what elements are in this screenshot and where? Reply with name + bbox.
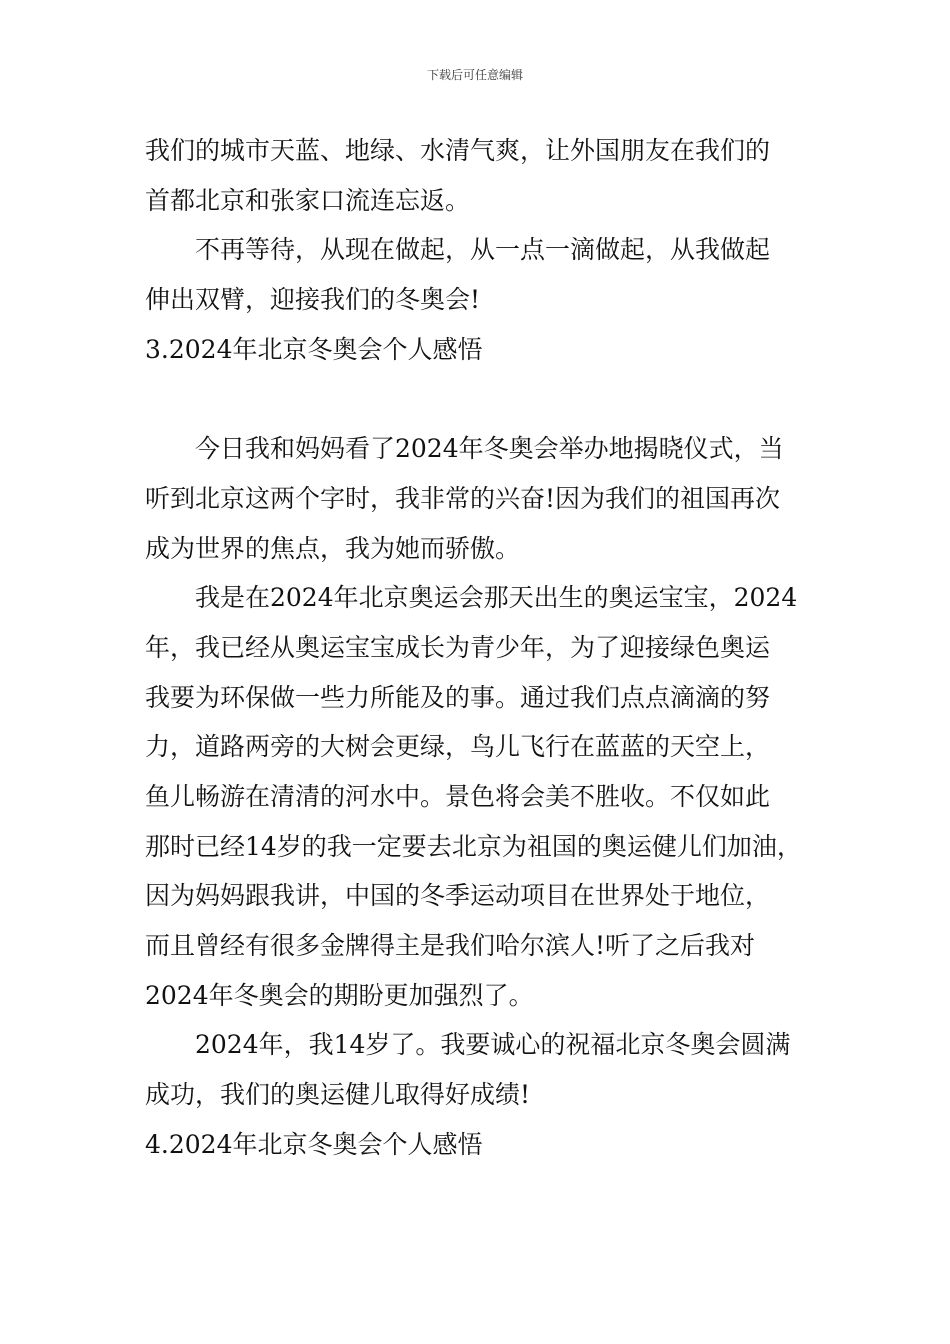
text-line: 首都北京和张家口流连忘返。 (145, 185, 471, 215)
text-line: 年，我已经从奥运宝宝成长为青少年，为了迎接绿色奥运 (145, 632, 771, 662)
paragraph-start-line: 不再等待，从现在做起，从一点一滴做起，从我做起 (195, 235, 771, 265)
text-line: 因为妈妈跟我讲，中国的冬季运动项目在世界处于地位， (145, 881, 771, 911)
paragraph-start-line: 2024年，我14岁了。我要诚心的祝福北京冬奥会圆满 (195, 1030, 791, 1060)
section-heading-3: 3.2024年北京冬奥会个人感悟 (145, 334, 483, 364)
blank-gap (145, 374, 815, 424)
text-line: 力，道路两旁的大树会更绿，鸟儿飞行在蓝蓝的天空上， (145, 732, 771, 762)
text-line: 听到北京这两个字时，我非常的兴奋!因为我们的祖国再次 (145, 483, 781, 513)
text-line: 我们的城市天蓝、地绿、水清气爽，让外国朋友在我们的 (145, 136, 771, 165)
text-line: 成功，我们的奥运健儿取得好成绩! (145, 1080, 531, 1110)
document-body (145, 126, 815, 1169)
page-header-note: 下载后可任意编辑 (426, 68, 523, 82)
text-line: 成为世界的焦点，我为她而骄傲。 (145, 533, 521, 563)
text-line: 我要为环保做一些力所能及的事。通过我们点点滴滴的努 (145, 682, 771, 712)
text-line: 伸出双臂，迎接我们的冬奥会! (145, 285, 481, 315)
paragraph-start-line: 今日我和妈妈看了2024年冬奥会举办地揭晓仪式，当 (195, 434, 784, 464)
section-heading-4: 4.2024年北京冬奥会个人感悟 (145, 1129, 483, 1159)
text-line: 2024年冬奥会的期盼更加强烈了。 (145, 980, 534, 1010)
text-line: 那时已经14岁的我一定要去北京为祖国的奥运健儿们加油， (145, 831, 802, 861)
text-line: 而且曾经有很多金牌得主是我们哈尔滨人!听了之后我对 (145, 931, 756, 960)
paragraph-start-line: 我是在2024年北京奥运会那天出生的奥运宝宝，2024 (195, 583, 798, 613)
text-line: 鱼儿畅游在清清的河水中。景色将会美不胜收。不仅如此 (145, 781, 771, 811)
